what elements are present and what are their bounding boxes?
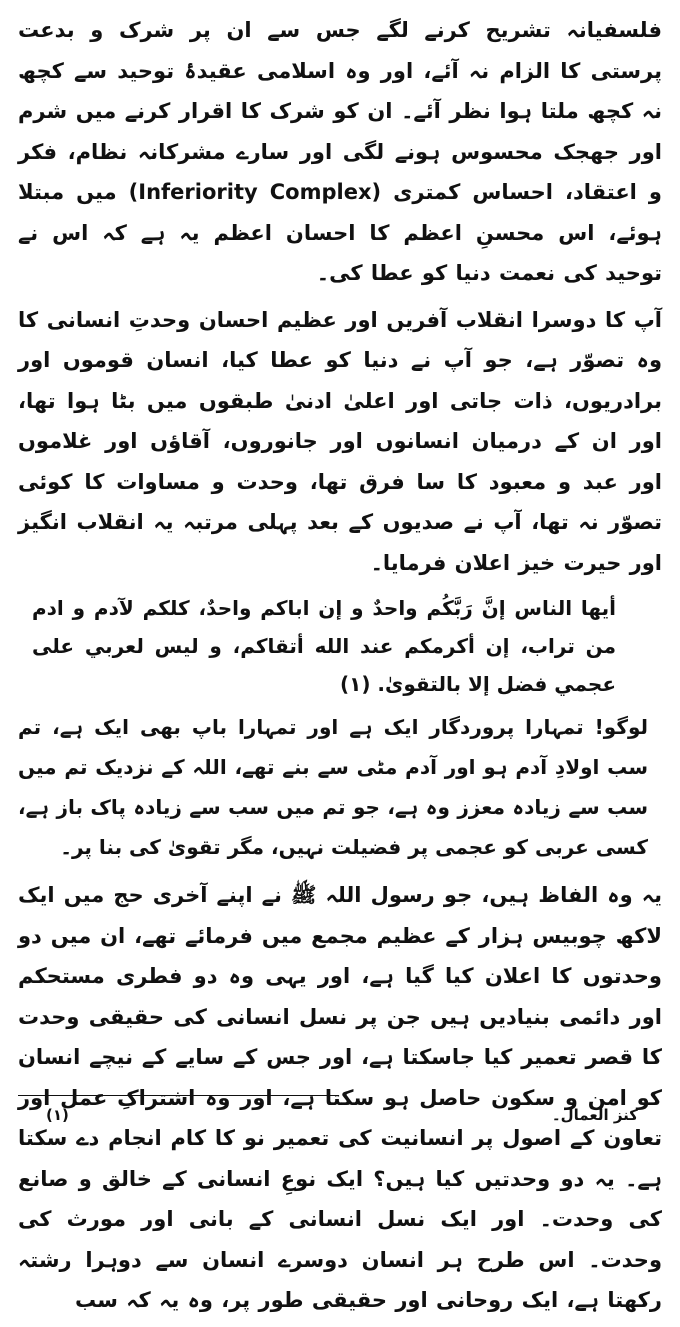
page-body xyxy=(18,10,662,1327)
paragraph-1: فلسفیانہ تشریح کرنے لگے جس سے ان پر شرک و بدعت پرستی کا الزام نہ آئے، اور وہ اسلامی عقیدۂ توحید سے کچھ نہ کچھ ملتا ہوا نظر آئے۔ ان کو شرک کا اقرار کرنے میں شرم اور جھجک محسوس ہونے لگی اور سارے مشرکانہ نظام، فکر و اعتقاد، احساس کمتری (Inferiority Complex) میں مبتلا ہوئے، اس محسنِ اعظم کا احسان اعظم یہ ہے کہ اس نے توحید کی نعمت دنیا کو عطا کی۔ xyxy=(18,18,662,285)
paragraph-3: یہ وہ الفاظ ہیں، جو رسول اللہ ﷺ نے اپنے آخری حج میں ایک لاکھ چوبیس ہزار کے عظیم مجمع میں فرمائے تھے، ان میں دو وحدتوں کا اعلان کیا گیا ہے، اور یہی وہ دو فطری مستحکم اور دائمی بنیادیں ہیں جن پر نسل انسانی کی حقیقی وحدت کا قصر تعمیر کیا جاسکتا ہے، اور جس کے سایے کے نیچے انسان کو امن و سکون حاصل ہو سکتا ہے، اور وہ اشتراکِ عمل اور تعاون کے اصول پر انسانیت کی تعمیر نو کا کام انجام دے سکتا ہے۔ یہ دو وحدتیں کیا ہیں؟ ایک نوعِ انسانی کے خالق و صانع کی وحدت۔ اور ایک نسل انسانی کے بانی اور مورث کی وحدت۔ اس طرح ہر انسان دوسرے انسان سے دوہرا رشتہ رکھتا ہے، ایک روحانی اور حقیقی طور پر، وہ یہ کہ سب xyxy=(18,883,662,1312)
footnote-number: (١) xyxy=(46,1106,69,1124)
paragraph-2: آپ کا دوسرا انقلاب آفریں اور عظیم احسان وحدتِ انسانی کا وہ تصوّر ہے، جو آپ نے دنیا کو عطا کیا، انسان قوموں اور برادریوں، ذات جاتی اور اعلیٰ ادنیٰ طبقوں میں بٹا ہوا تھا، اور ان کے درمیان انسانوں اور جانوروں، آقاؤں اور غلاموں اور عبد و معبود کا سا فرق تھا، وحدت و مساوات کا کوئی تصوّر نہ تھا، آپ نے صدیوں کے بعد پہلی مرتبہ یہ انقلاب انگیز اور حیرت خیز اعلان فرمایا۔ xyxy=(18,307,662,575)
footnote-divider xyxy=(18,1095,338,1096)
quote-translation: لوگو! تمہارا پروردگار ایک ہے اور تمہارا باپ بھی ایک ہے، تم سب اولادِ آدم ہو اور آدم مٹی سے بنے تھے، اللہ کے نزدیک تم میں سب سے زیادہ معزز وہ ہے، جو تم میں سب سے زیادہ پاک باز ہے، کسی عربی کو عجمی پر فضیلت نہیں، مگر تقویٰ کی بنا پر۔ xyxy=(18,715,648,859)
footnote-text: کنز العمال۔ xyxy=(551,1106,638,1124)
footnote xyxy=(18,1104,662,1126)
arabic-hadith-quote: أيها الناس إنَّ رَبَّكُم واحدٌ و إن اباكم واحدٌ، كلكم لآدم و ادم من تراب، إن أكرمكم عند الله أتقاكم، و ليس لعربي على عجمي فضل إلا بالتقوىٰ. (١) xyxy=(32,596,616,696)
